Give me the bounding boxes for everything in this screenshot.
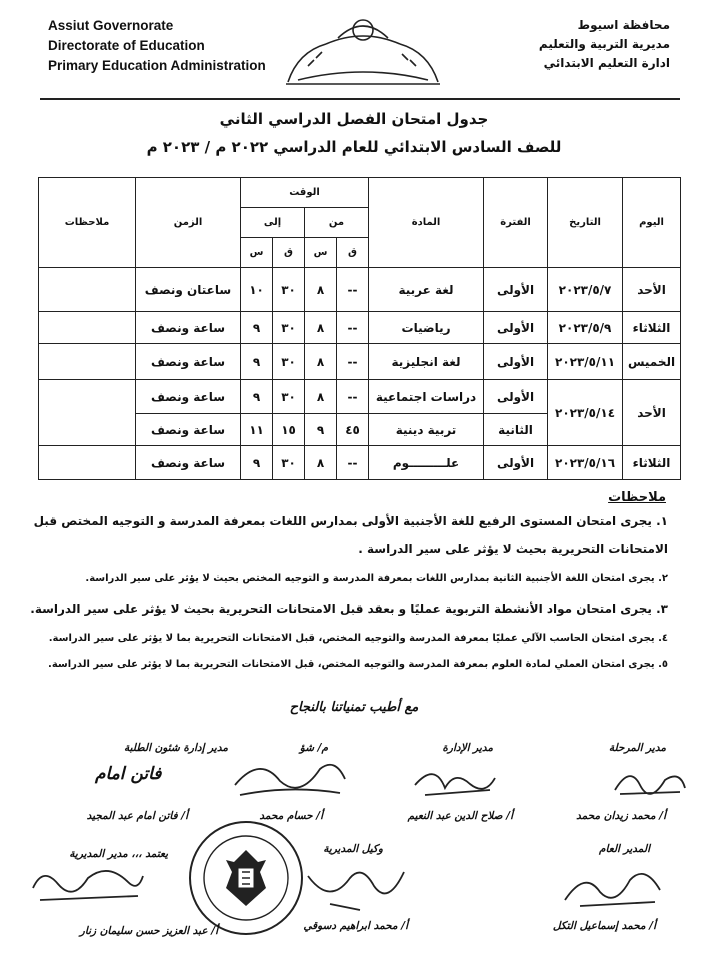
cell-subject: رياضيات <box>369 312 484 344</box>
cell-note <box>39 268 136 312</box>
cell-day: الأحد <box>623 380 681 446</box>
signature-title-directorate-head: يعتمد ،،، مدير المديرية <box>69 848 168 860</box>
cell-duration: ساعتان ونصف <box>136 268 241 312</box>
signature-title-supervisor: م/ شؤ <box>299 742 328 754</box>
signature-scribble-3 <box>230 755 350 803</box>
header-ar-line-2: مديرية التربية والتعليم <box>538 37 670 51</box>
header-divider <box>40 98 680 100</box>
col-header-duration: الزمن <box>136 178 241 268</box>
signature-title-student-affairs: مدير إدارة شئون الطلبة <box>123 742 228 754</box>
signature-name-directorate-head: أ/ عبد العزيز حسن سليمان زنار <box>79 925 218 937</box>
cell-date: ٢٠٢٣/٥/٩ <box>548 312 623 344</box>
page-subtitle: للصف السادس الابتدائي للعام الدراسي ٢٠٢٢ م / ٢٠٢٣ م <box>146 138 562 156</box>
col-header-subject: المادة <box>369 178 484 268</box>
cell-date: ٢٠٢٣/٥/١١ <box>548 344 623 380</box>
cell-to-hour: ٩ <box>241 446 273 480</box>
cell-period: الأولى <box>484 312 548 344</box>
signature-title-stage-manager: مدير المرحلة <box>608 742 666 754</box>
cell-from-hour: ٨ <box>305 380 337 414</box>
cell-from-min: -- <box>337 344 369 380</box>
col-header-from-hour: س <box>305 238 337 268</box>
notes-heading: ملاحظات <box>608 490 666 505</box>
page-title: جدول امتحان الفصل الدراسي الثاني <box>219 110 489 128</box>
note-1-line-2: الامتحانات التحريرية بحيث لا يؤثر على سير الدراسة . <box>358 542 668 556</box>
note-4: ٤. يجرى امتحان الحاسب الآلي عمليًا بمعرفة المدرسة والتوجيه المختص، قبل الامتحانات التحريرية بما لا يؤثر على سير الدراسة. <box>48 633 668 644</box>
cell-to-hour: ٩ <box>241 380 273 414</box>
cell-from-hour: ٨ <box>305 344 337 380</box>
col-header-to-hour: س <box>241 238 273 268</box>
note-1-line-1: ١. يجرى امتحان المستوى الرفيع للغة الأجنبية الأولى بمدارس اللغات بمعرفة المدرسة و التوجيه المختص قبل <box>33 514 668 528</box>
signature-scribble-6 <box>28 858 148 908</box>
signature-name-admin-director: أ/ صلاح الدين عبد النعيم <box>407 810 513 822</box>
cell-subject: تربية دينية <box>369 414 484 446</box>
cell-to-hour: ١١ <box>241 414 273 446</box>
cell-note <box>39 344 136 380</box>
col-header-from-min: ق <box>337 238 369 268</box>
header-en-line-2: Directorate of Education <box>48 38 205 53</box>
ministry-emblem-logo <box>278 8 448 90</box>
closing-wish: مع أطيب تمنياتنا بالنجاح <box>289 700 419 715</box>
col-header-notes: ملاحظات <box>39 178 136 268</box>
header-english <box>48 16 266 76</box>
table-row <box>39 344 681 380</box>
col-header-to-min: ق <box>273 238 305 268</box>
cell-to-min: ٣٠ <box>273 380 305 414</box>
cell-subject: دراسات اجتماعية <box>369 380 484 414</box>
signature-name-student-affairs: أ/ فاتن امام عبد المجيد <box>86 810 188 822</box>
cell-to-min: ٣٠ <box>273 312 305 344</box>
table-row <box>39 268 681 312</box>
signature-title-deputy: وكيل المديرية <box>323 843 383 855</box>
cell-from-hour: ٨ <box>305 312 337 344</box>
cell-to-min: ٣٠ <box>273 344 305 380</box>
header-arabic <box>539 16 670 73</box>
cell-from-min: -- <box>337 268 369 312</box>
cell-to-min: ٣٠ <box>273 446 305 480</box>
cell-period: الأولى <box>484 380 548 414</box>
signature-scribble-2 <box>410 760 500 800</box>
note-2: ٢. يجرى امتحان اللغة الأجنبية الثانية بمدارس اللغات بمعرفة المدرسة و التوجيه المختص بحيث لا يؤثر على سير الدراسة. <box>85 573 668 584</box>
cell-duration: ساعة ونصف <box>136 380 241 414</box>
cell-from-min: -- <box>337 446 369 480</box>
col-header-date: التاريخ <box>548 178 623 268</box>
signature-scribble-5 <box>300 856 410 912</box>
cell-from-min: -- <box>337 312 369 344</box>
cell-from-min: -- <box>337 380 369 414</box>
header-en-line-3: Primary Education Administration <box>48 58 266 73</box>
header-row-1 <box>39 178 681 208</box>
signature-handwriting-fatin: فاتن امام <box>95 764 162 784</box>
cell-day: الثلاثاء <box>623 312 681 344</box>
signature-title-general-director: المدير العام <box>599 843 650 855</box>
cell-date: ٢٠٢٣/٥/١٦ <box>548 446 623 480</box>
signature-scribble-1 <box>610 760 690 800</box>
cell-from-hour: ٩ <box>305 414 337 446</box>
official-seal-stamp <box>186 818 306 938</box>
signature-name-general-director: أ/ محمد إسماعيل التكل <box>552 920 656 932</box>
signature-name-stage-manager: أ/ محمد زيدان محمد <box>576 810 666 822</box>
cell-subject: لغة عربية <box>369 268 484 312</box>
cell-duration: ساعة ونصف <box>136 312 241 344</box>
cell-period: الأولى <box>484 446 548 480</box>
col-header-from: من <box>305 208 369 238</box>
cell-date: ٢٠٢٣/٥/٧ <box>548 268 623 312</box>
cell-note <box>39 446 136 480</box>
signature-scribble-4 <box>560 860 670 910</box>
cell-to-hour: ١٠ <box>241 268 273 312</box>
cell-to-min: ٣٠ <box>273 268 305 312</box>
col-header-time: الوقت <box>241 178 369 208</box>
header-ar-line-1: محافظة اسيوط <box>577 18 670 32</box>
cell-date: ٢٠٢٣/٥/١٤ <box>548 380 623 446</box>
col-header-day: اليوم <box>623 178 681 268</box>
table-row <box>39 380 681 414</box>
signature-title-admin-director: مدير الإدارة <box>442 742 493 754</box>
cell-subject: علـــــــــوم <box>369 446 484 480</box>
cell-to-hour: ٩ <box>241 312 273 344</box>
cell-day: الأحد <box>623 268 681 312</box>
cell-duration: ساعة ونصف <box>136 414 241 446</box>
cell-to-min: ١٥ <box>273 414 305 446</box>
cell-to-hour: ٩ <box>241 344 273 380</box>
cell-from-hour: ٨ <box>305 446 337 480</box>
cell-duration: ساعة ونصف <box>136 344 241 380</box>
signature-name-supervisor: أ/ حسام محمد <box>259 810 323 822</box>
cell-from-min: ٤٥ <box>337 414 369 446</box>
cell-period: الثانية <box>484 414 548 446</box>
cell-from-hour: ٨ <box>305 268 337 312</box>
col-header-period: الفترة <box>484 178 548 268</box>
header-ar-line-3: ادارة التعليم الابتدائي <box>543 56 670 70</box>
cell-note <box>39 380 136 446</box>
cell-period: الأولى <box>484 268 548 312</box>
exam-schedule-table <box>38 177 681 480</box>
header-en-line-1: Assiut Governorate <box>48 18 174 33</box>
cell-duration: ساعة ونصف <box>136 446 241 480</box>
cell-period: الأولى <box>484 344 548 380</box>
col-header-to: إلى <box>241 208 305 238</box>
cell-day: الثلاثاء <box>623 446 681 480</box>
note-5: ٥. يجرى امتحان العملي لمادة العلوم بمعرفة المدرسة والتوجيه المختص، قبل الامتحانات التحريرية بما لا يؤثر على سير الدراسة. <box>48 659 668 670</box>
table-row <box>39 312 681 344</box>
table-row <box>39 446 681 480</box>
cell-subject: لغة انجليزية <box>369 344 484 380</box>
note-3: ٣. يجرى امتحان مواد الأنشطة التربوية عمليًا و بعقد قبل الامتحانات التحريرية بحيث لا يؤثر على سير الدراسة. <box>30 602 668 616</box>
cell-note <box>39 312 136 344</box>
signature-name-deputy: أ/ محمد ابراهيم دسوقي <box>303 920 408 932</box>
cell-day: الخميس <box>623 344 681 380</box>
